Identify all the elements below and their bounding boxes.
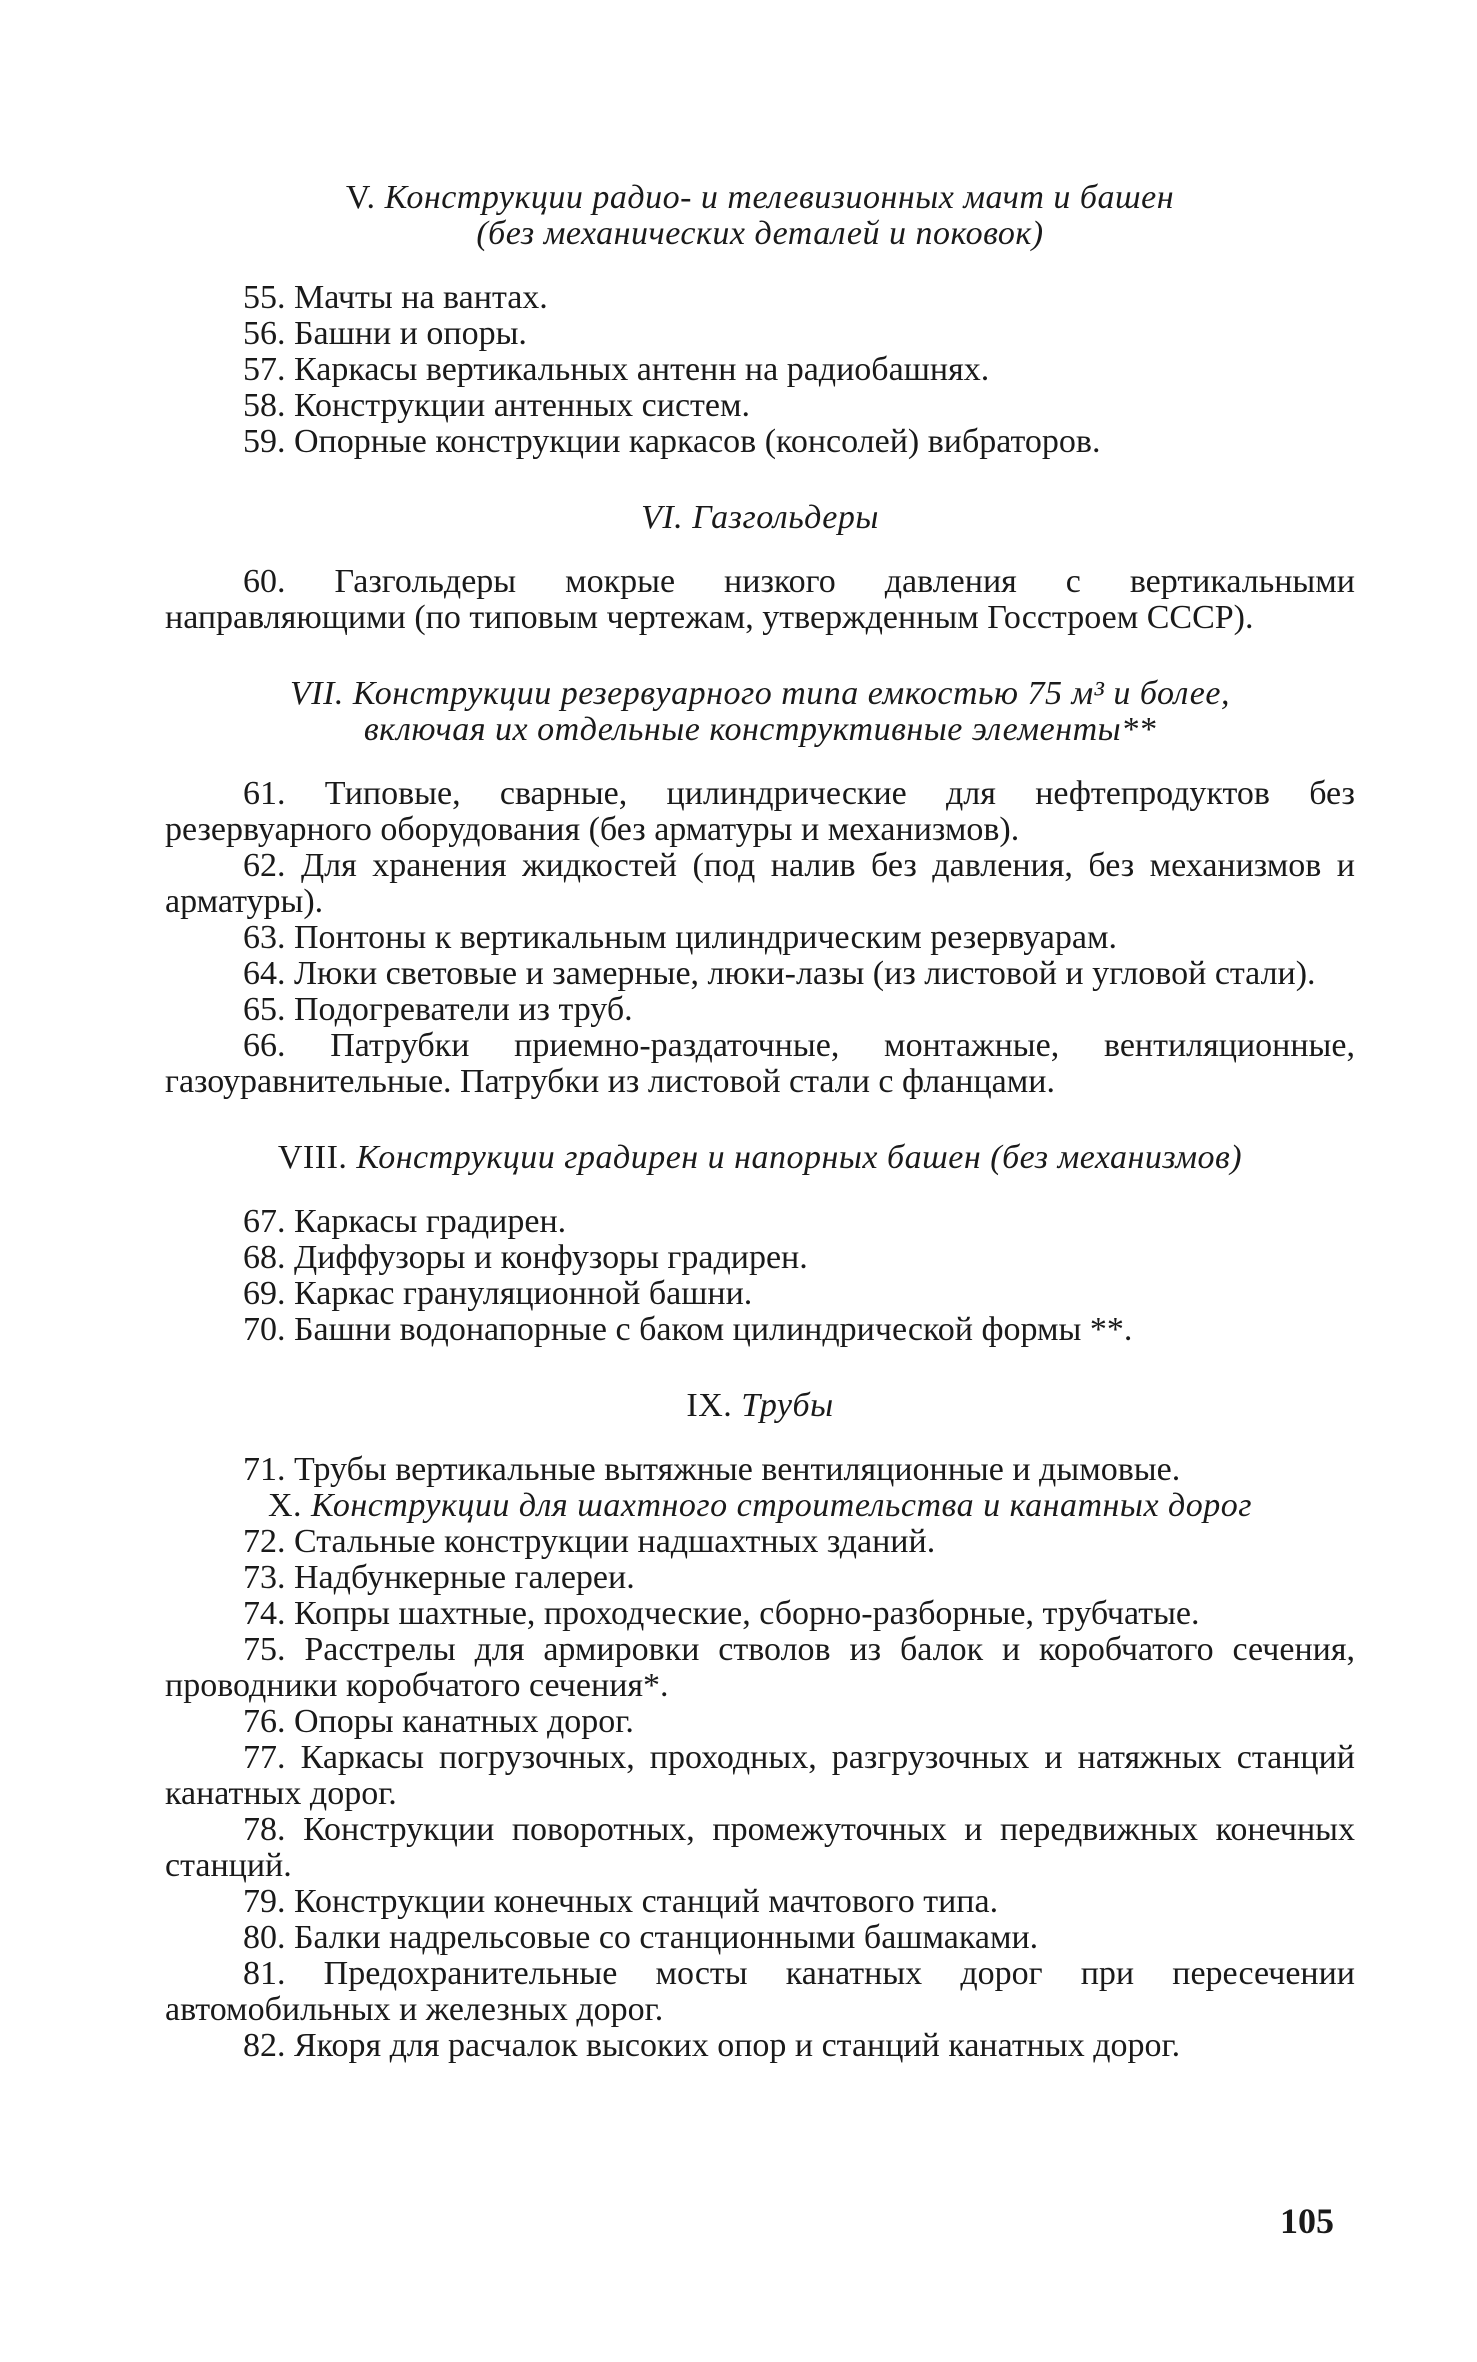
- list-item: 58. Конструкции антенных систем.: [243, 387, 751, 424]
- list-item: 57. Каркасы вертикальных антенн на радиобашнях.: [243, 351, 990, 388]
- section-number: VII.: [290, 675, 344, 712]
- section-heading: [165, 1140, 1355, 1176]
- list-item: 60. Газгольдеры мокрые низкого давления с вертикальными направляющими (по типовым чертежам, утвержденным Госстроем СССР).: [165, 563, 1355, 636]
- list-item: 59. Опорные конструкции каркасов (консолей) вибраторов.: [243, 423, 1101, 460]
- section-number: V.: [345, 179, 376, 216]
- section-title-text: (без механических деталей и поковок): [476, 215, 1044, 252]
- list-item: 55. Мачты на вантах.: [243, 279, 548, 316]
- list-item: 77. Каркасы погрузочных, проходных, разгрузочных и натяжных станций канатных дорог.: [165, 1739, 1355, 1812]
- list-item: 79. Конструкции конечных станций мачтового типа.: [243, 1883, 999, 1920]
- list-item: 68. Диффузоры и конфузоры градирен.: [243, 1239, 808, 1276]
- list-item: 74. Копры шахтные, проходческие, сборно-разборные, трубчатые.: [243, 1595, 1200, 1632]
- section-title-text: Конструкции градирен и напорных башен (без механизмов): [356, 1139, 1243, 1176]
- section-title-text: Конструкции резервуарного типа емкостью 75 м³ и более,: [352, 675, 1230, 712]
- list-item: 71. Трубы вертикальные вытяжные вентиляционные и дымовые.: [243, 1451, 1181, 1488]
- section-heading: [165, 1388, 1355, 1424]
- list-item: 72. Стальные конструкции надшахтных зданий.: [243, 1523, 936, 1560]
- list-item: 80. Балки надрельсовые со станционными башмаками.: [243, 1919, 1039, 1956]
- section-number: IX.: [686, 1387, 733, 1424]
- section-number: VIII.: [277, 1139, 348, 1176]
- list-item: 76. Опоры канатных дорог.: [243, 1703, 634, 1740]
- section-heading: [165, 180, 1355, 252]
- list-item: 65. Подогреватели из труб.: [243, 991, 633, 1028]
- list-item: 78. Конструкции поворотных, промежуточных и передвижных конечных станций.: [165, 1811, 1355, 1884]
- list-item: 66. Патрубки приемно-раздаточные, монтажные, вентиляционные, газоуравнительные. Патрубки из листовой стали с фланцами.: [165, 1027, 1355, 1100]
- list-item: 70. Башни водонапорные с баком цилиндрической формы **.: [243, 1311, 1133, 1348]
- section-number: X.: [267, 1487, 303, 1524]
- section-title-text: Конструкции для шахтного строительства и канатных дорог: [311, 1487, 1252, 1524]
- section-number: VI.: [641, 499, 684, 536]
- list-item: 62. Для хранения жидкостей (под налив без давления, без механизмов и арматуры).: [165, 847, 1355, 920]
- section-title-text: включая их отдельные конструктивные элементы**: [363, 711, 1157, 748]
- list-item: 64. Люки световые и замерные, люки-лазы (из листовой и угловой стали).: [243, 955, 1316, 992]
- list-item: 67. Каркасы градирен.: [243, 1203, 567, 1240]
- list-item: 75. Расстрелы для армировки стволов из балок и коробчатого сечения, проводники коробчатого сечения*.: [165, 1631, 1355, 1704]
- section-heading: [165, 676, 1355, 748]
- section-title-text: Конструкции радио- и телевизионных мачт и башен: [384, 179, 1175, 216]
- section-heading: [165, 1488, 1355, 1524]
- section-title-text: Трубы: [741, 1387, 834, 1424]
- list-item: 81. Предохранительные мосты канатных дорог при пересечении автомобильных и железных дорог.: [165, 1955, 1355, 2028]
- section-heading: [165, 500, 1355, 536]
- document-page: [165, 180, 1355, 2064]
- list-item: 69. Каркас грануляционной башни.: [243, 1275, 753, 1312]
- page-number: 105: [1280, 2201, 1334, 2241]
- list-item: 61. Типовые, сварные, цилиндрические для нефтепродуктов без резервуарного оборудования (без арматуры и механизмов).: [165, 775, 1355, 848]
- list-item: 73. Надбункерные галереи.: [243, 1559, 635, 1596]
- list-item: 56. Башни и опоры.: [243, 315, 527, 352]
- list-item: 82. Якоря для расчалок высоких опор и станций канатных дорог.: [243, 2027, 1181, 2064]
- list-item: 63. Понтоны к вертикальным цилиндрическим резервуарам.: [243, 919, 1117, 956]
- section-title-text: Газгольдеры: [692, 499, 879, 536]
